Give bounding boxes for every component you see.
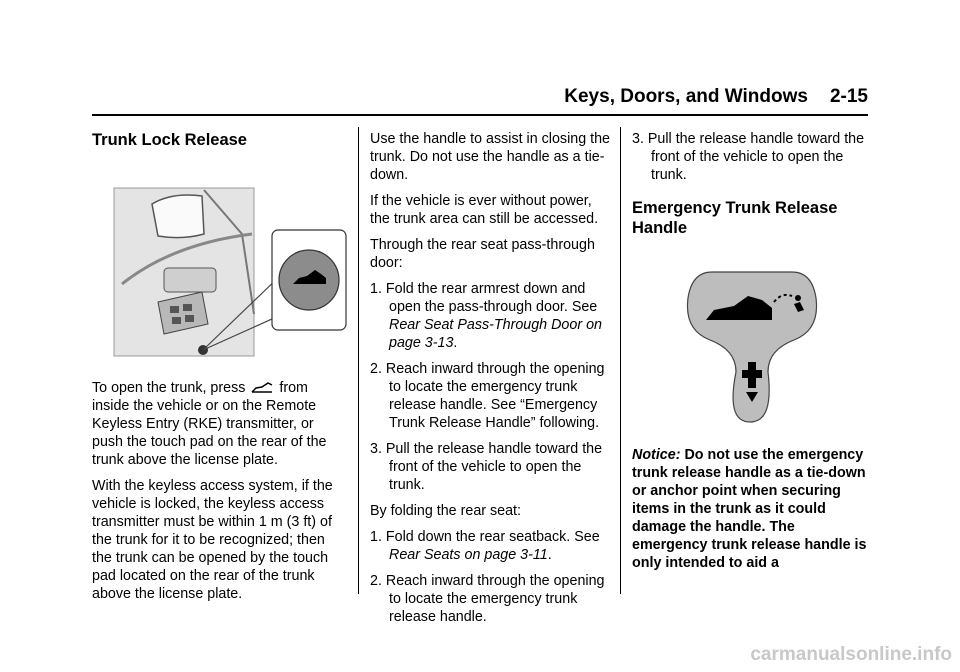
list-item: 2. Reach inward through the opening to locate the emergency trunk release handle. See “Emergency Trunk Release Handle” following. — [370, 361, 605, 431]
trunk-release-button-figure — [92, 174, 347, 359]
emergency-handle-figure — [632, 252, 872, 432]
cross-reference-link[interactable]: Rear Seat Pass-Through Door on page 3-13 — [389, 317, 602, 351]
keyless-access-paragraph: With the keyless access system, if the vehicle is locked, the keyless access transmitter must be within 1 m (3 ft) of the trunk for it to be recognized; then the trunk can be opened by the touch pad located on the rear of the trunk above the license plate. — [92, 478, 333, 602]
section-heading-emergency-handle: Emergency Trunk Release Handle — [632, 199, 838, 237]
notice-paragraph: Notice: Do not use the emergency trunk release handle as a tie-down or anchor point when securing items in the trunk as it could damage the handle. The emergency trunk release handle is only intended to aid a — [632, 447, 867, 571]
column-divider-1 — [358, 127, 359, 594]
list-item: 3. Pull the release handle toward the front of the vehicle to open the trunk. — [632, 131, 865, 183]
watermark: carmanualsonline.info — [750, 644, 952, 665]
page-number: 2-15 — [829, 86, 868, 107]
handle-use-paragraph: Use the handle to assist in closing the trunk. Do not use the handle as a tie-down. — [370, 131, 611, 183]
trunk-icon — [251, 382, 273, 394]
list-item: 3. Pull the release handle toward the front of the vehicle to open the trunk. — [370, 441, 603, 493]
section-heading-trunk-lock-release: Trunk Lock Release — [92, 131, 247, 149]
list-item: 1. Fold down the rear seatback. See Rear Seats on page 3-11. — [370, 529, 600, 563]
header-rule — [92, 114, 868, 116]
column-divider-2 — [620, 127, 621, 594]
without-power-paragraph: If the vehicle is ever without power, the trunk area can still be accessed. — [370, 193, 599, 227]
column-3 — [632, 130, 872, 580]
list-item: 2. Reach inward through the opening to locate the emergency trunk release handle. — [370, 573, 605, 625]
pass-through-intro: Through the rear seat pass-through door: — [370, 237, 595, 271]
cross-reference-link[interactable]: Rear Seats on page 3-11 — [389, 547, 548, 563]
folding-seat-intro: By folding the rear seat: — [370, 503, 521, 519]
column-1 — [92, 130, 348, 611]
trunk-open-paragraph: To open the trunk, press from inside the vehicle or on the Remote Keyless Entry (RKE) transmitter, or push the touch pad on the rear of the trunk above the license plate. — [92, 380, 327, 468]
column-2 — [370, 130, 610, 634]
notice-label: Notice: — [632, 447, 681, 463]
header-title: Keys, Doors, and Windows — [564, 86, 808, 107]
page-header — [564, 86, 868, 108]
list-item: 1. Fold the rear armrest down and open the pass-through door. See Rear Seat Pass-Through Door on page 3-13. — [370, 281, 602, 351]
